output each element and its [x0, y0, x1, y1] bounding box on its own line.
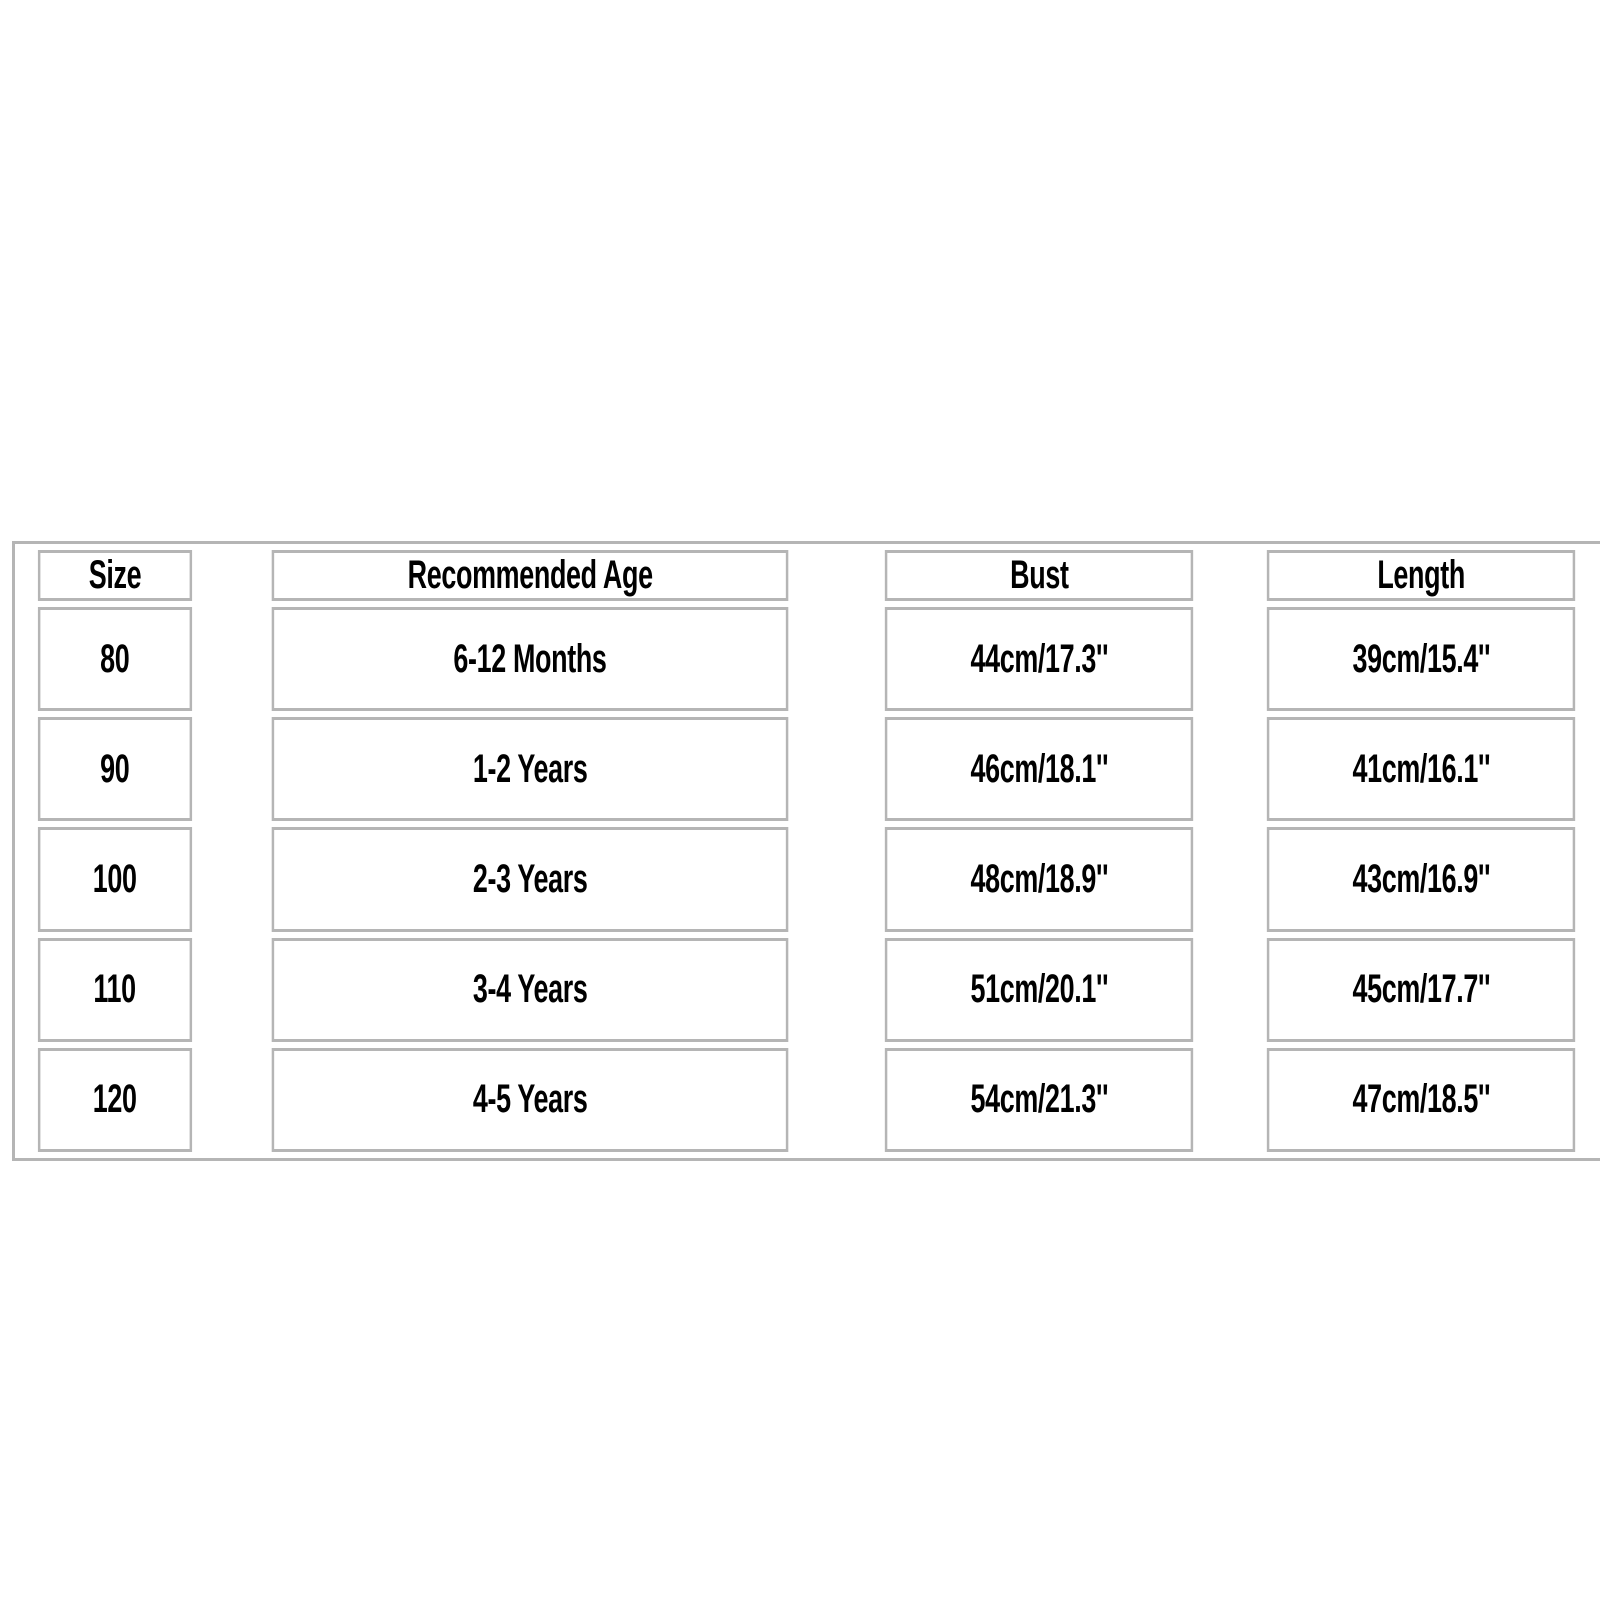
table-row [21, 1048, 1600, 1152]
size-value: 120 [93, 1077, 137, 1122]
length-value: 45cm/17.7'' [1352, 967, 1490, 1012]
age-value: 2-3 Years [472, 856, 588, 901]
age-cell [272, 607, 789, 711]
bust-cell [885, 717, 1193, 821]
bust-value: 51cm/20.1'' [970, 967, 1108, 1012]
header-label-length: Length [1377, 553, 1465, 597]
bust-value: 46cm/18.1'' [970, 746, 1108, 791]
length-cell [1267, 717, 1575, 821]
header-label-size: Size [88, 553, 142, 597]
size-value: 110 [93, 967, 137, 1012]
length-value: 41cm/16.1'' [1352, 746, 1490, 791]
bust-cell [885, 1048, 1193, 1152]
bust-value: 48cm/18.9'' [970, 856, 1108, 901]
bust-cell [885, 938, 1193, 1042]
bust-value: 44cm/17.3'' [970, 636, 1108, 681]
age-cell [272, 827, 789, 931]
length-value: 47cm/18.5'' [1352, 1077, 1490, 1122]
bust-cell [885, 607, 1193, 711]
table-row [21, 607, 1600, 711]
size-cell [38, 827, 192, 931]
header-cell-recommended-age [272, 550, 789, 601]
age-cell [272, 938, 789, 1042]
length-cell [1267, 938, 1575, 1042]
size-chart-table [12, 541, 1600, 1161]
header-label-bust: Bust [1009, 553, 1069, 597]
age-value: 1-2 Years [472, 746, 588, 791]
length-value: 39cm/15.4'' [1352, 636, 1490, 681]
header-cell-length [1267, 550, 1575, 601]
header-cell-bust [885, 550, 1193, 601]
bust-cell [885, 827, 1193, 931]
size-cell [38, 938, 192, 1042]
size-value: 90 [100, 746, 130, 791]
length-cell [1267, 827, 1575, 931]
size-cell [38, 717, 192, 821]
age-cell [272, 1048, 789, 1152]
bust-value: 54cm/21.3'' [970, 1077, 1108, 1122]
age-value: 4-5 Years [472, 1077, 588, 1122]
size-value: 100 [93, 856, 137, 901]
age-cell [272, 717, 789, 821]
age-value: 3-4 Years [472, 967, 588, 1012]
header-row [21, 550, 1600, 601]
length-value: 43cm/16.9'' [1352, 856, 1490, 901]
size-cell [38, 607, 192, 711]
length-cell [1267, 1048, 1575, 1152]
table-row [21, 938, 1600, 1042]
length-cell [1267, 607, 1575, 711]
size-cell [38, 1048, 192, 1152]
size-value: 80 [100, 636, 130, 681]
header-cell-size [38, 550, 192, 601]
table-row [21, 717, 1600, 821]
age-value: 6-12 Months [453, 636, 607, 681]
header-label-recommended-age: Recommended Age [407, 553, 653, 597]
table-row [21, 827, 1600, 931]
